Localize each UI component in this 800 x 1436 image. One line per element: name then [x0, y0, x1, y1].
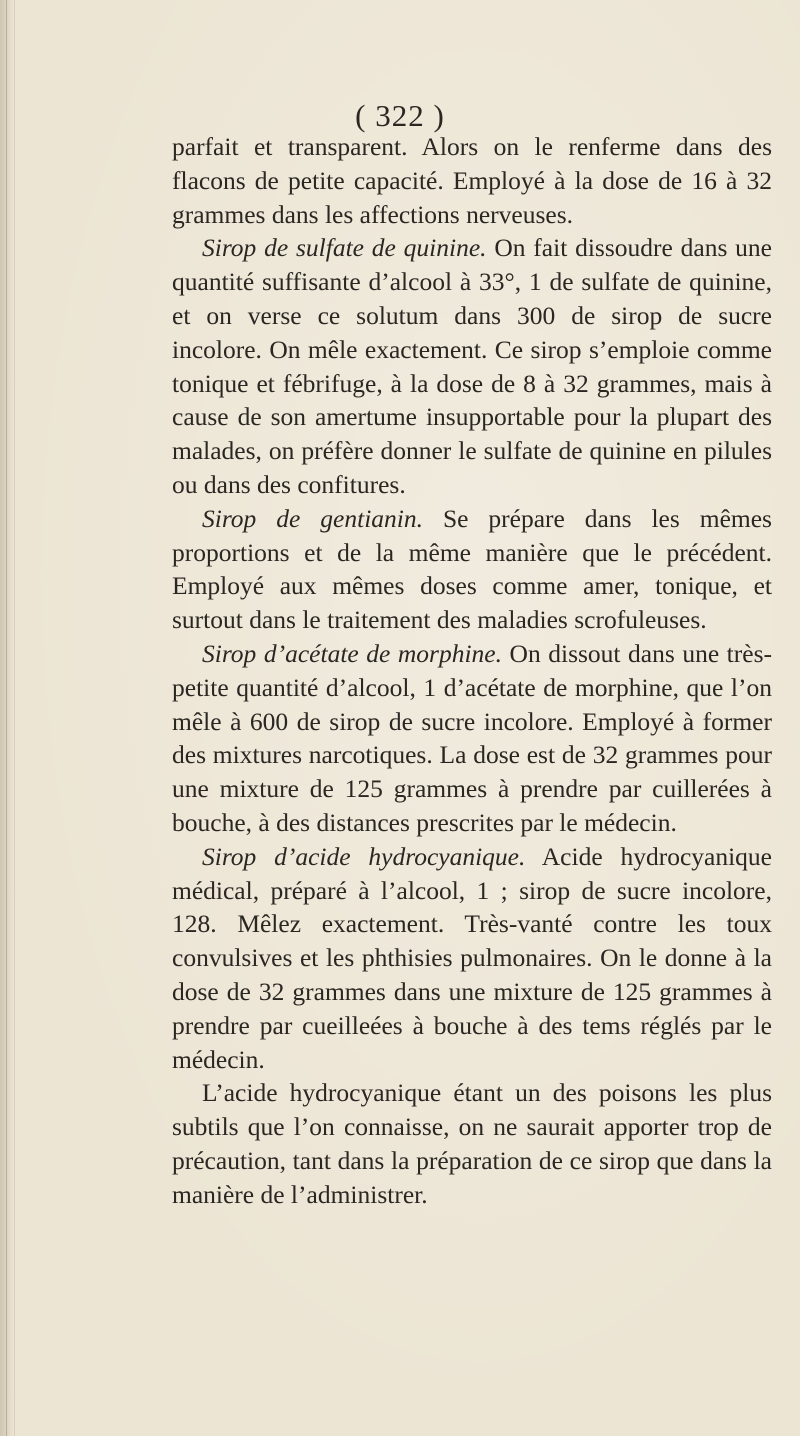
paragraph-title: Sirop de sulfate de quinine.: [202, 233, 487, 263]
body-text: [172, 130, 772, 1212]
page-gutter: [0, 0, 15, 1436]
paragraph-text: Acide hydrocyanique médical, préparé à l’alcool, 1 ; sirop de sucre incolore, 128. Mêlez exactement. Très-vanté contre les toux convulsives et les phthisies pulmonaires. On le donne à la dose de 32 grammes dans une mixture de 125 grammes à prendre par cueilleées à bouche à des tems réglés par le médecin.: [172, 841, 772, 1074]
paragraph-title: Sirop d’acide hydrocyanique.: [202, 841, 526, 871]
paragraph-text: parfait et transparent. Alors on le renferme dans des flacons de petite capacité. Employé à la dose de 16 à 32 grammes dans les affections nerveuses.: [172, 132, 772, 229]
paragraph-sirop-gentianin: [172, 502, 772, 637]
paragraph-sirop-acetate-morphine: [172, 637, 772, 840]
paragraph-sirop-sulfate-quinine: [172, 231, 772, 501]
paragraph-warning: [172, 1076, 772, 1211]
paragraph-text: Se prépare dans les mêmes proportions et de la même manière que le précédent. Employé aux mêmes doses comme amer, tonique, et surtout dans le traitement des maladies scrofuleuses.: [172, 503, 772, 635]
paragraph-text: On fait dissoudre dans une quantité suffisante d’alcool à 33°, 1 de sulfate de quinine, et on verse ce solutum dans 300 de sirop de sucre incolore. On mêle exactement. Ce sirop s’emploie comme tonique et fébrifuge, à la dose de 8 à 32 grammes, mais à cause de son amertume insupportable pour la plupart des malades, on préfère donner le sulfate de quinine en pilules ou dans des confitures.: [172, 233, 772, 499]
page-number: ( 322 ): [355, 98, 445, 133]
paragraph-text: L’acide hydrocyanique étant un des poisons les plus subtils que l’on connaisse, on ne saurait apporter trop de précaution, tant dans la préparation de ce sirop que dans la manière de l’administrer.: [172, 1078, 772, 1209]
paragraph-title: Sirop de gentianin.: [202, 503, 423, 533]
paragraph-title: Sirop d’acétate de morphine.: [202, 638, 502, 668]
gutter-edge-line: [6, 0, 7, 1436]
paragraph-text: On dissout dans une très-petite quantité d’alcool, 1 d’acétate de morphine, que l’on mêle à 600 de sirop de sucre incolore. Employé à former des mixtures narcotiques. La dose est de 32 grammes pour une mixture de 125 grammes à prendre par cuillerées à bouche, à des distances prescrites par le médecin.: [172, 638, 772, 837]
paragraph-sirop-acide-hydrocyanique: [172, 840, 772, 1077]
paragraph-continuation: [172, 130, 772, 231]
